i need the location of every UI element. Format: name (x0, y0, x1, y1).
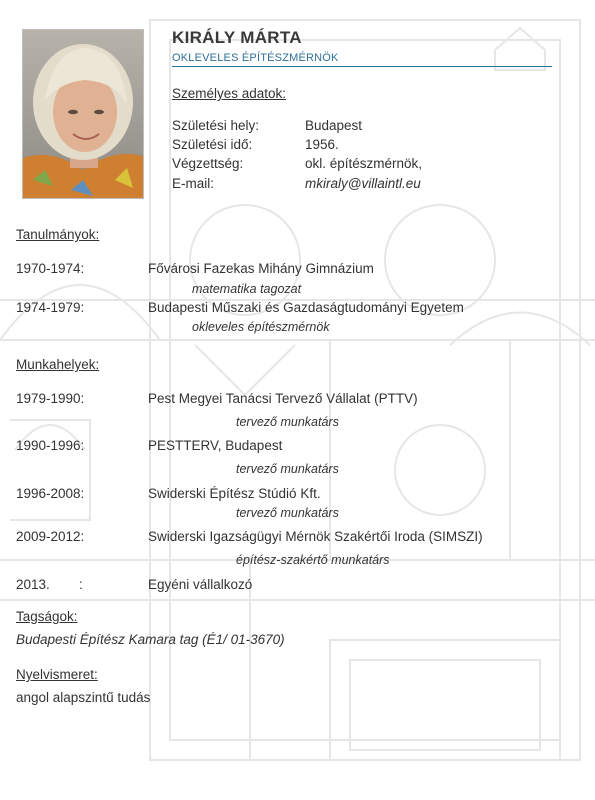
work-employer: Swiderski Építész Stúdió Kft. (148, 486, 321, 501)
birthplace-value: Budapest (305, 118, 363, 133)
languages-heading: Nyelvismeret: (16, 667, 98, 682)
birthplace-label: Születési hely: (172, 118, 260, 133)
work-heading: Munkahelyek: (16, 357, 100, 372)
work-years: 2013. (16, 577, 50, 592)
birthdate-value: 1956. (305, 137, 339, 152)
study-detail: okleveles építészmérnök (192, 320, 330, 334)
header-divider (172, 66, 552, 67)
email-label: E-mail: (172, 176, 215, 191)
job-title: OKLEVELES ÉPÍTÉSZMÉRNÖK (172, 52, 339, 64)
degree-value: okl. építészmérnök, (305, 156, 423, 171)
study-school: Budapesti Műszaki és Gazdaságtudományi Egyetem (148, 300, 464, 315)
membership-text: Budapesti Építész Kamara tag (É1/ 01-3670) (16, 632, 285, 647)
birthdate-label: Születési idő: (172, 137, 253, 152)
memberships-heading: Tagságok: (16, 609, 78, 624)
personal-heading: Személyes adatok: (172, 86, 287, 101)
email-value[interactable]: mkiraly@villaintl.eu (305, 176, 421, 191)
profile-photo (22, 29, 144, 199)
work-role: tervező munkatárs (236, 462, 339, 476)
studies-heading: Tanulmányok: (16, 227, 100, 242)
work-years: 1979-1990: (16, 391, 85, 406)
study-school: Fővárosi Fazekas Mihány Gimnázium (148, 261, 374, 276)
work-years: 2009-2012: (16, 529, 85, 544)
work-role: tervező munkatárs (236, 415, 339, 429)
work-employer: PESTTERV, Budapest (148, 438, 283, 453)
work-years: 1996-2008: (16, 486, 85, 501)
work-years: 1990-1996: (16, 438, 85, 453)
work-employer: Egyéni vállalkozó (148, 577, 253, 592)
work-role: építész-szakértő munkatárs (236, 553, 390, 567)
work-employer: Swiderski Igazságügyi Mérnök Szakértői Iroda (SIMSZI) (148, 529, 483, 544)
degree-label: Végzettség: (172, 156, 244, 171)
study-detail: matematika tagozat (192, 282, 302, 296)
study-years: 1974-1979: (16, 300, 85, 315)
study-years: 1970-1974: (16, 261, 85, 276)
portrait-image (23, 30, 143, 198)
work-employer: Pest Megyei Tanácsi Tervező Vállalat (PTTV) (148, 391, 418, 406)
language-text: angol alapszintű tudás (16, 690, 151, 705)
work-role: tervező munkatárs (236, 506, 339, 520)
work-colon: : (79, 577, 83, 592)
person-name: KIRÁLY MÁRTA (172, 28, 302, 47)
